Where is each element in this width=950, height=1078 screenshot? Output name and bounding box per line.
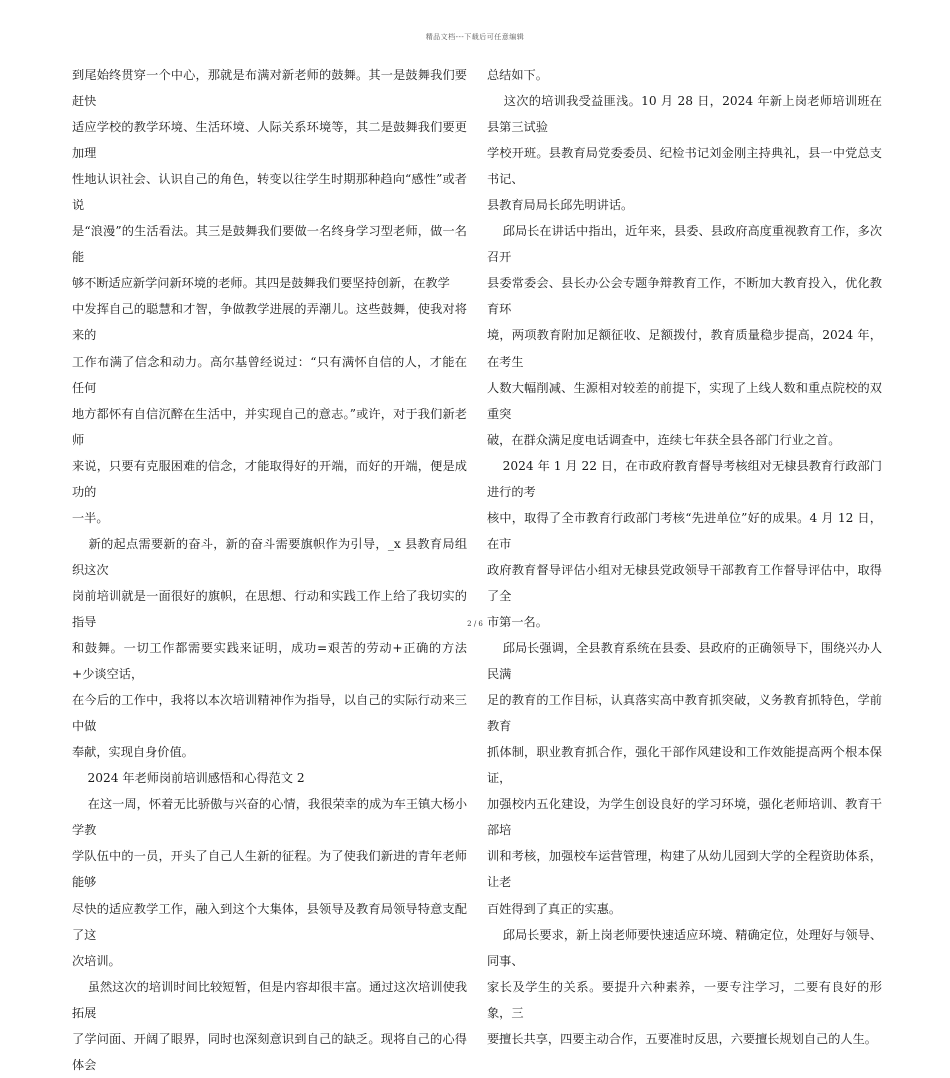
text-line: 2024 年 1 月 22 日，在市政府教育督导考核组对无棣县教育行政部门进行的考 [487, 458, 882, 499]
text-line: 家长及学生的关系。要提升六种素养，一要专注学习，二要有良好的形象，三 [487, 979, 882, 1020]
text-line: 百姓得到了真正的实惠。 [487, 901, 622, 916]
text-line: 在这一周，怀着无比骄傲与兴奋的心情，我很荣幸的成为车王镇大杨小学教 [72, 797, 468, 838]
page-header: 精品文档---下载后可任意编辑 [425, 33, 525, 41]
text-line: 这次的培训我受益匪浅。10 月 28 日，2024 年新上岗老师培训班在县第三试验 [487, 94, 882, 135]
text-line: 新的起点需要新的奋斗，新的奋斗需要旗帜作为引导，_x 县教育局组织这次 [72, 536, 468, 577]
text-line: 邱局长强调，全县教育系统在县委、县政府的正确领导下，围绕兴办人民满 [487, 641, 883, 682]
text-line: 县教育局局长邱先明讲话。 [487, 198, 634, 213]
text-line: 加强校内五化建设，为学生创设良好的学习环境，强化老师培训、教育干部培 [487, 797, 882, 838]
text-line: 学校开班。县教育局党委委员、纪检书记刘金刚主持典礼，县一中党总支书记、 [487, 146, 882, 187]
text-line: 核中，取得了全市教育行政部门考核“先进单位”好的成果。4 月 12 日，在市 [487, 510, 882, 551]
text-line: 政府教育督导评估小组对无棣县党政领导干部教育工作督导评估中，取得了全 [487, 562, 882, 603]
text-line: 够不断适应新学问新环境的老师。其四是鼓舞我们要坚持创新，在教学 [72, 276, 450, 291]
text-line: 邱局长要求，新上岗老师要快速适应环境、精确定位，处理好与领导、同事、 [487, 927, 883, 968]
text-line: 破，在群众满足度电话调查中，连续七年获全县各部门行业之首。 [487, 432, 841, 447]
right-column [487, 62, 882, 1052]
text-line: 邱局长在讲话中指出，近年来，县委、县政府高度重视教育工作，多次召开 [487, 224, 883, 265]
text-line: 足的教育的工作目标，认真落实高中教育抓突破，义务教育抓特色，学前教育 [487, 693, 882, 734]
section-heading: 2024 年老师岗前培训感悟和心得范文 2 [72, 771, 305, 786]
text-line: 尽快的适应教学工作，融入到这个大集体，县领导及教育局领导特意支配了这 [72, 901, 467, 942]
text-line: 中发挥自己的聪慧和才智，争做教学进展的弄潮儿。这些鼓舞，使我对将来的 [72, 302, 467, 343]
text-line: 虽然这次的培训时间比较短暂，但是内容却很丰富。通过这次培训使我拓展 [72, 979, 468, 1020]
text-line: 性地认识社会、认识自己的角色，转变以往学生时期那种趋向“感性”或者说 [72, 172, 467, 213]
text-line: 在今后的工作中，我将以本次培训精神作为指导，以自己的实际行动来三中做 [72, 693, 467, 734]
text-line: 是“浪漫”的生活看法。其三是鼓舞我们要做一名终身学习型老师，做一名能 [72, 224, 467, 265]
text-line: 总结如下。 [487, 68, 548, 82]
text-line: 到尾始终贯穿一个中心，那就是布满对新老师的鼓舞。其一是鼓舞我们要赶快 [72, 68, 467, 109]
text-line: 奉献，实现自身价值。 [72, 745, 194, 760]
text-line: 一半。 [72, 510, 109, 525]
text-line: 学队伍中的一员，开头了自己人生新的征程。为了使我们新进的青年老师能够 [72, 849, 467, 890]
text-line: 境，两项教育附加足额征收、足额拨付，教育质量稳步提高，2024 年，在考生 [487, 328, 882, 369]
text-line: 次培训。 [72, 953, 121, 968]
page-number: 2 / 6 [467, 620, 483, 628]
text-line: 了学问面、开阔了眼界，同时也深刻意识到自己的缺乏。现将自己的心得体会 [72, 1031, 467, 1072]
text-line: 要擅长共享，四要主动合作，五要准时反思，六要擅长规划自己的人生。 [487, 1031, 877, 1046]
text-line: 岗前培训就是一面很好的旗帜，在思想、行动和实践工作上给了我切实的指导 [72, 588, 467, 629]
text-line: 抓体制，职业教育抓合作，强化干部作风建设和工作效能提高两个根本保证， [487, 745, 882, 786]
text-line: 和鼓舞。一切工作都需要实践来证明，成功=艰苦的劳动+正确的方法+少谈空话， [72, 641, 467, 682]
text-line: 训和考核，加强校车运营管理，构建了从幼儿园到大学的全程资助体系，让老 [487, 849, 882, 890]
text-line: 县委常委会、县长办公会专题争辩教育工作，不断加大教育投入，优化教育环 [487, 276, 882, 317]
left-column [72, 62, 467, 1078]
text-line: 来说，只要有克服困难的信念，才能取得好的开端，而好的开端，便是成功的 [72, 458, 467, 499]
text-line: 工作布满了信念和动力。高尔基曾经说过：“只有满怀自信的人，才能在任何 [72, 354, 467, 395]
text-line: 市第一名。 [487, 614, 548, 629]
text-line: 地方都怀有自信沉醉在生活中，并实现自己的意志。”或许，对于我们新老师 [72, 406, 467, 447]
text-line: 适应学校的教学环境、生活环境、人际关系环境等，其二是鼓舞我们要更加理 [72, 120, 467, 161]
text-line: 人数大幅削减、生源相对较差的前提下，实现了上线人数和重点院校的双重突 [487, 380, 882, 421]
